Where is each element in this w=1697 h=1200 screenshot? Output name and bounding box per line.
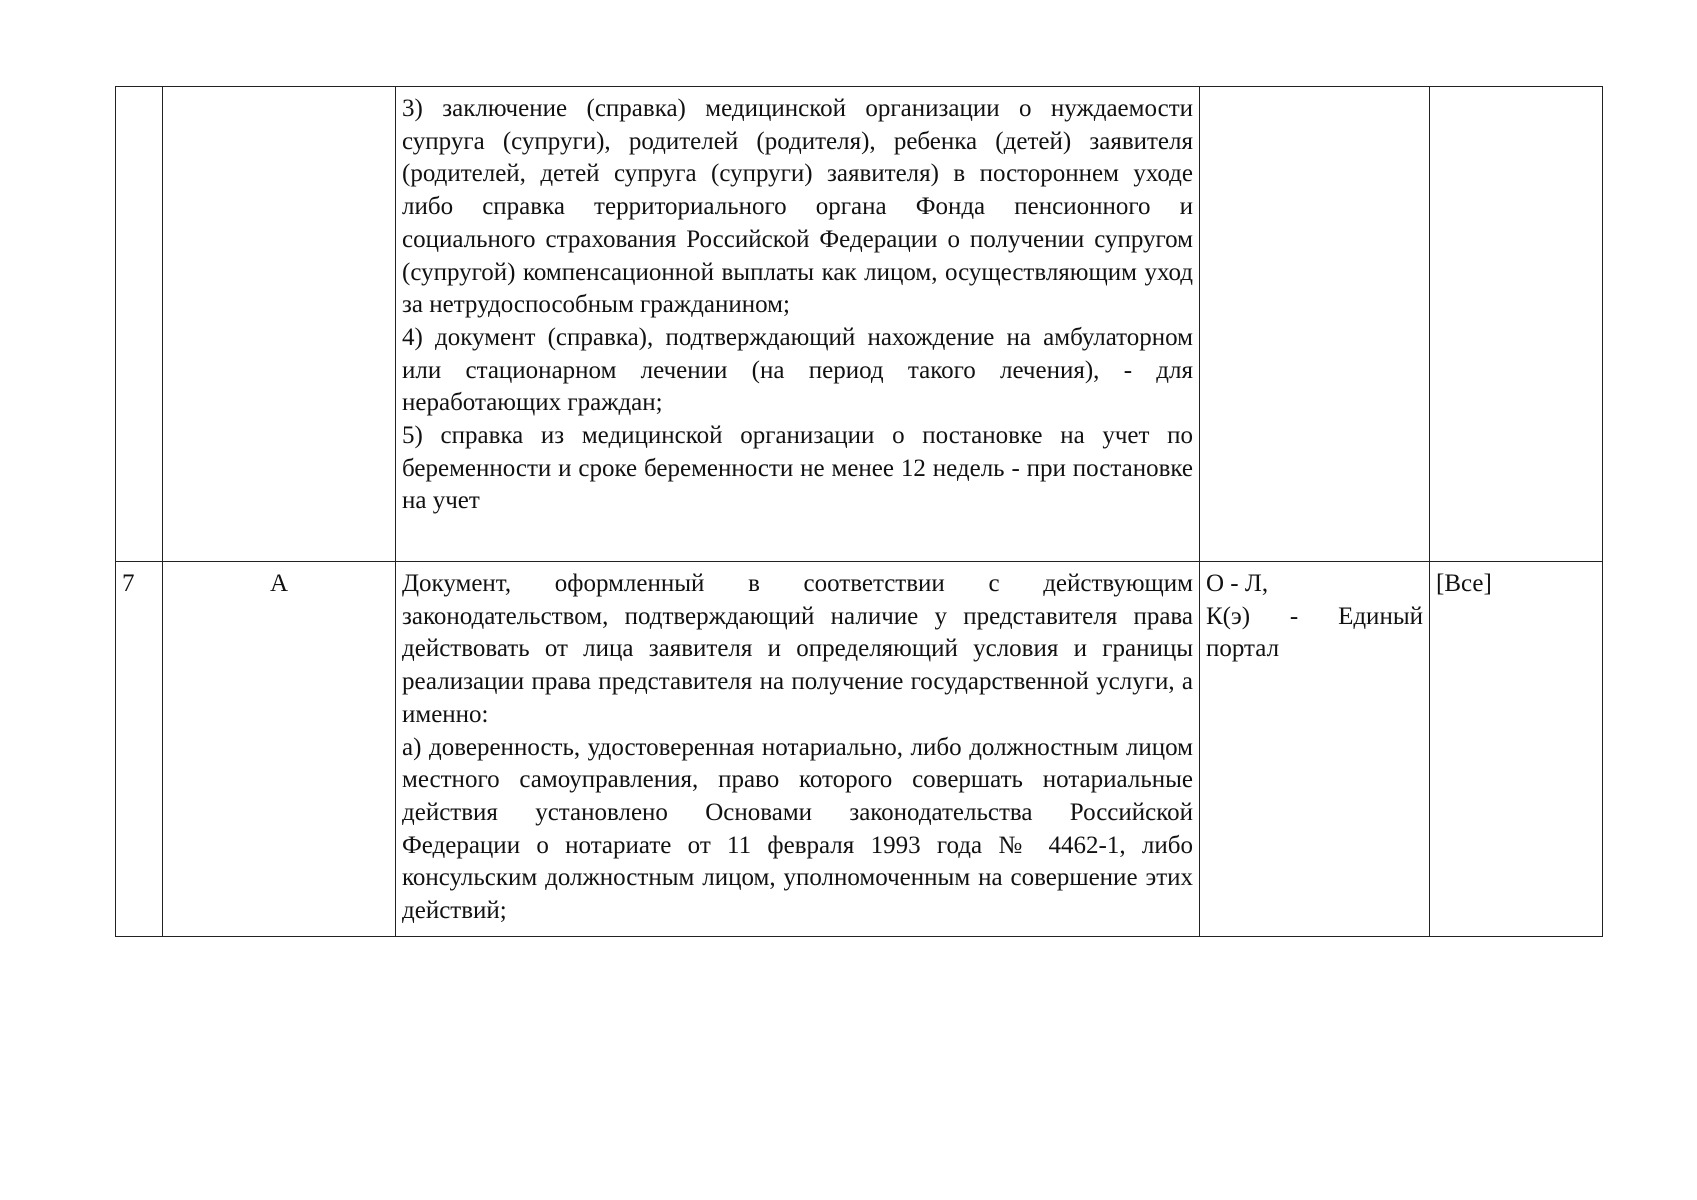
description-paragraph: Документ, оформленный в соответствии с действующим законодательством, подтверждающий наличие у представителя права действовать от лица заявителя и определяющий условия и границы реализации права представителя на получение государственной услуги, а именно: [402, 570, 1193, 728]
document-description-cell [396, 87, 1200, 562]
table-row [116, 87, 1603, 562]
source-cell [1200, 87, 1430, 562]
source-line: О - Л, [1206, 570, 1269, 597]
source-line: К(э) - Единый портал [1206, 602, 1423, 663]
description-paragraph: 4) документ (справка), подтверждающий нахождение на амбулаторном или стационарном лечении (на период такого лечения), - для неработающих граждан; [402, 323, 1193, 417]
document-table [115, 86, 1603, 937]
source-cell [1200, 562, 1430, 937]
description-paragraph: 5) справка из медицинской организации о постановке на учет по беременности и сроке беременности не менее 12 недель - при постановке на учет [402, 422, 1193, 515]
applies-to-cell: [Все] [1430, 562, 1603, 937]
row-number-cell: 7 [116, 562, 163, 937]
row-code-cell [163, 87, 396, 562]
applies-to-cell [1430, 87, 1603, 562]
row-number-cell [116, 87, 163, 562]
document-description-cell [396, 562, 1200, 937]
description-paragraph: 3) заключение (справка) медицинской организации о нуждаемости супруга (супруги), родителей (родителя), ребенка (детей) заявителя (родителей, детей супруга (супруги) заявителя) в постороннем уходе либо справка территориального органа Фонда пенсионного и социального страхования Российской Федерации о получении супругом (супругой) компенсационной выплаты как лицом, осуществляющим уход за нетрудоспособным гражданином; [402, 95, 1193, 319]
description-paragraph: а) доверенность, удостоверенная нотариально, либо должностным лицом местного самоуправления, право которого совершать нотариальные действия установлено Основами законодательства Российской Федерации о нотариате от 11 февраля 1993 года № 4462-1, либо консульским должностным лицом, уполномоченным на совершение этих действий; [402, 733, 1193, 925]
row-code-cell: А [163, 562, 396, 937]
table-row [116, 562, 1603, 937]
